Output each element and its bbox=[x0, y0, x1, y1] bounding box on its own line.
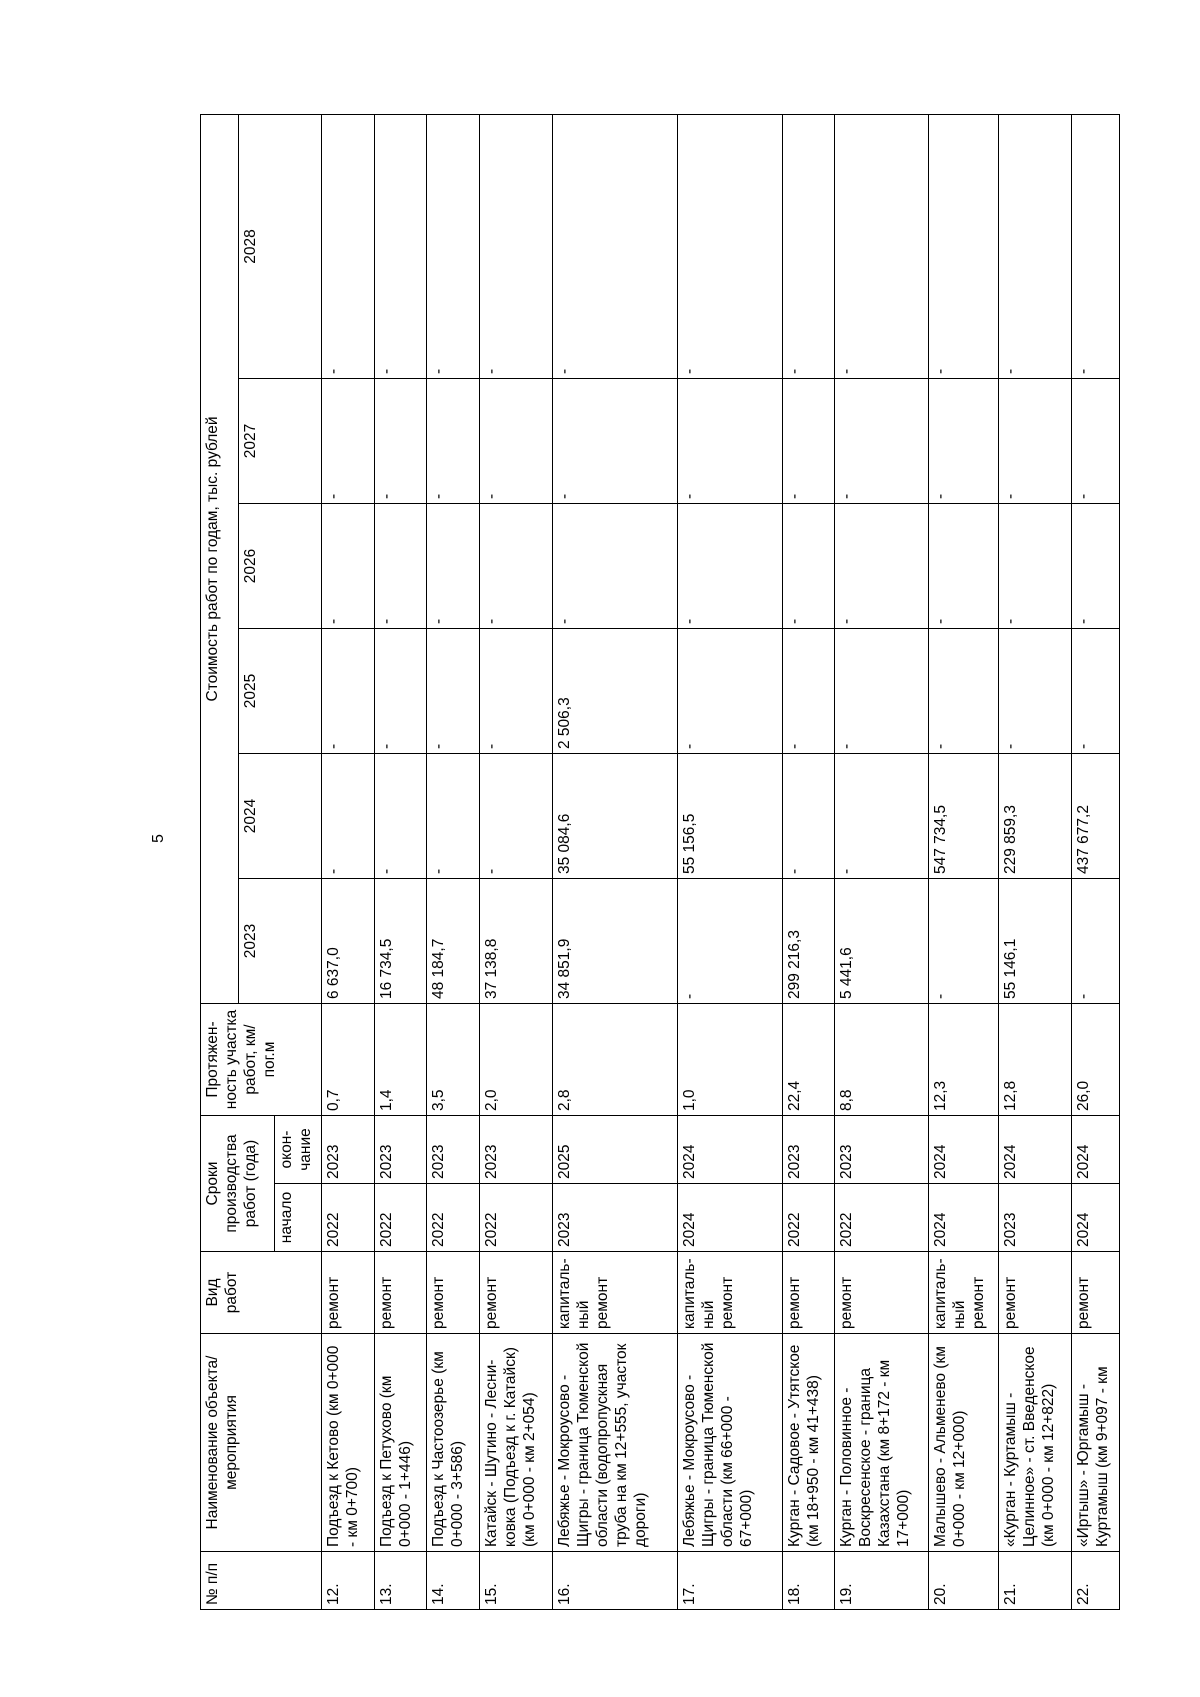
cost-value: - bbox=[782, 114, 835, 378]
cost-value: - bbox=[322, 504, 375, 629]
end-year: 2023 bbox=[322, 1116, 375, 1184]
cost-value: 48 184,7 bbox=[427, 879, 480, 1004]
start-year: 2023 bbox=[998, 1184, 1071, 1252]
end-year: 2023 bbox=[480, 1116, 553, 1184]
cost-value: - bbox=[678, 379, 782, 504]
cost-value: - bbox=[835, 379, 929, 504]
table-body bbox=[322, 114, 1120, 1609]
work-type: ремонт bbox=[480, 1252, 553, 1334]
object-name: Малышево - Альменево (км 0+000 - км 12+000) bbox=[929, 1334, 998, 1552]
cost-value: - bbox=[552, 114, 678, 378]
header-length: Протяжен-ность участка работ, км/пог.м bbox=[201, 1004, 322, 1116]
row-num: 18. bbox=[782, 1552, 835, 1610]
table-row bbox=[322, 114, 375, 1609]
object-name: «Иртыш» - Юргамыш - Куртамыш (км 9+097 - км bbox=[1071, 1334, 1119, 1552]
start-year: 2023 bbox=[552, 1184, 678, 1252]
object-name: «Курган - Куртамыш - Целинное» - ст. Введенское (км 0+000 - км 12+822) bbox=[998, 1334, 1071, 1552]
end-year: 2023 bbox=[835, 1116, 929, 1184]
cost-value: - bbox=[480, 629, 553, 754]
table-row bbox=[374, 114, 427, 1609]
cost-value: - bbox=[678, 629, 782, 754]
row-num: 13. bbox=[374, 1552, 427, 1610]
header-start: начало bbox=[275, 1184, 322, 1252]
start-year: 2024 bbox=[678, 1184, 782, 1252]
header-cost: Стоимость работ по годам, тыс. рублей bbox=[201, 114, 239, 1003]
work-type: ремонт bbox=[322, 1252, 375, 1334]
start-year: 2022 bbox=[374, 1184, 427, 1252]
cost-value: - bbox=[322, 379, 375, 504]
cost-value: 229 859,3 bbox=[998, 754, 1071, 879]
start-year: 2022 bbox=[782, 1184, 835, 1252]
cost-value: - bbox=[835, 504, 929, 629]
cost-value: - bbox=[782, 754, 835, 879]
cost-value: - bbox=[678, 504, 782, 629]
cost-value: - bbox=[929, 879, 998, 1004]
header-name: Наименование объекта/ мероприятия bbox=[201, 1334, 322, 1552]
cost-value: - bbox=[998, 629, 1071, 754]
rotated-table-container bbox=[200, 115, 1120, 1610]
cost-value: - bbox=[374, 629, 427, 754]
end-year: 2023 bbox=[427, 1116, 480, 1184]
cost-value: - bbox=[480, 114, 553, 378]
row-num: 19. bbox=[835, 1552, 929, 1610]
cost-value: - bbox=[782, 504, 835, 629]
header-year: 2024 bbox=[239, 754, 322, 879]
row-num: 14. bbox=[427, 1552, 480, 1610]
section-length: 12,3 bbox=[929, 1004, 998, 1116]
cost-value: - bbox=[322, 629, 375, 754]
start-year: 2024 bbox=[1071, 1184, 1119, 1252]
cost-value: - bbox=[480, 754, 553, 879]
cost-value: - bbox=[374, 114, 427, 378]
section-length: 1,0 bbox=[678, 1004, 782, 1116]
cost-value: - bbox=[552, 379, 678, 504]
section-length: 26,0 bbox=[1071, 1004, 1119, 1116]
start-year: 2022 bbox=[480, 1184, 553, 1252]
object-name: Катайск - Шутино - Лесни-ковка (Подъезд к г. Катайск) (км 0+000 - км 2+054) bbox=[480, 1334, 553, 1552]
cost-value: 437 677,2 bbox=[1071, 754, 1119, 879]
work-type: капиталь-ный ремонт bbox=[678, 1252, 782, 1334]
cost-value: - bbox=[929, 379, 998, 504]
table-row bbox=[998, 114, 1071, 1609]
cost-value: - bbox=[998, 379, 1071, 504]
cost-value: 5 441,6 bbox=[835, 879, 929, 1004]
cost-value: 55 146,1 bbox=[998, 879, 1071, 1004]
cost-value: - bbox=[427, 504, 480, 629]
header-year: 2027 bbox=[239, 379, 322, 504]
cost-value: 299 216,3 bbox=[782, 879, 835, 1004]
object-name: Лебяжье - Мокроусово - Щигры - граница Тюменской области (км 66+000 - 67+000) bbox=[678, 1334, 782, 1552]
start-year: 2024 bbox=[929, 1184, 998, 1252]
cost-value: - bbox=[782, 629, 835, 754]
header-year: 2025 bbox=[239, 629, 322, 754]
end-year: 2024 bbox=[678, 1116, 782, 1184]
cost-value: - bbox=[374, 754, 427, 879]
start-year: 2022 bbox=[835, 1184, 929, 1252]
page-number: 5 bbox=[150, 834, 167, 843]
cost-value: - bbox=[929, 114, 998, 378]
start-year: 2022 bbox=[427, 1184, 480, 1252]
table-header bbox=[201, 114, 322, 1609]
cost-value: - bbox=[835, 629, 929, 754]
cost-value: - bbox=[1071, 629, 1119, 754]
work-type: ремонт bbox=[998, 1252, 1071, 1334]
cost-value: 2 506,3 bbox=[552, 629, 678, 754]
start-year: 2022 bbox=[322, 1184, 375, 1252]
section-length: 8,8 bbox=[835, 1004, 929, 1116]
end-year: 2023 bbox=[374, 1116, 427, 1184]
cost-value: - bbox=[374, 504, 427, 629]
row-num: 12. bbox=[322, 1552, 375, 1610]
cost-value: 16 734,5 bbox=[374, 879, 427, 1004]
work-type: ремонт bbox=[835, 1252, 929, 1334]
table-row bbox=[782, 114, 835, 1609]
header-type: Вид работ bbox=[201, 1252, 322, 1334]
work-type: ремонт bbox=[374, 1252, 427, 1334]
section-length: 3,5 bbox=[427, 1004, 480, 1116]
work-type: ремонт bbox=[427, 1252, 480, 1334]
cost-value: - bbox=[782, 379, 835, 504]
cost-value: - bbox=[998, 114, 1071, 378]
section-length: 22,4 bbox=[782, 1004, 835, 1116]
cost-value: - bbox=[427, 754, 480, 879]
section-length: 2,0 bbox=[480, 1004, 553, 1116]
cost-value: 6 637,0 bbox=[322, 879, 375, 1004]
row-num: 17. bbox=[678, 1552, 782, 1610]
object-name: Подъезд к Петухово (км 0+000 - 1+446) bbox=[374, 1334, 427, 1552]
cost-value: 547 734,5 bbox=[929, 754, 998, 879]
row-num: 21. bbox=[998, 1552, 1071, 1610]
cost-value: - bbox=[678, 879, 782, 1004]
table-row bbox=[552, 114, 678, 1609]
works-table bbox=[200, 114, 1120, 1610]
row-num: 20. bbox=[929, 1552, 998, 1610]
work-type: капиталь-ный ремонт bbox=[552, 1252, 678, 1334]
header-year: 2028 bbox=[239, 114, 322, 378]
cost-value: - bbox=[929, 504, 998, 629]
end-year: 2025 bbox=[552, 1116, 678, 1184]
section-length: 1,4 bbox=[374, 1004, 427, 1116]
object-name: Курган - Половинное - Воскресенское - граница Казахстана (км 8+172 - км 17+000) bbox=[835, 1334, 929, 1552]
cost-value: - bbox=[678, 114, 782, 378]
cost-value: - bbox=[1071, 879, 1119, 1004]
header-end: окон-чание bbox=[275, 1116, 322, 1184]
table-row bbox=[678, 114, 782, 1609]
cost-value: - bbox=[1071, 114, 1119, 378]
work-type: капиталь-ный ремонт bbox=[929, 1252, 998, 1334]
object-name: Лебяжье - Мокроусово - Щигры - граница Тюменской области (водопропускная труба на км 12+555, участок дороги) bbox=[552, 1334, 678, 1552]
end-year: 2024 bbox=[929, 1116, 998, 1184]
section-length: 2,8 bbox=[552, 1004, 678, 1116]
object-name: Подъезд к Кетово (км 0+000 - км 0+700) bbox=[322, 1334, 375, 1552]
section-length: 12,8 bbox=[998, 1004, 1071, 1116]
cost-value: - bbox=[480, 504, 553, 629]
cost-value: 37 138,8 bbox=[480, 879, 553, 1004]
header-num: № п/п bbox=[201, 1552, 322, 1610]
table-row bbox=[835, 114, 929, 1609]
cost-value: - bbox=[835, 114, 929, 378]
cost-value: - bbox=[427, 114, 480, 378]
object-name: Курган - Садовое - Утятское (км 18+950 - км 41+438) bbox=[782, 1334, 835, 1552]
work-type: ремонт bbox=[1071, 1252, 1119, 1334]
end-year: 2024 bbox=[1071, 1116, 1119, 1184]
cost-value: - bbox=[1071, 379, 1119, 504]
cost-value: 34 851,9 bbox=[552, 879, 678, 1004]
section-length: 0,7 bbox=[322, 1004, 375, 1116]
row-num: 15. bbox=[480, 1552, 553, 1610]
cost-value: - bbox=[322, 114, 375, 378]
cost-value: - bbox=[929, 629, 998, 754]
end-year: 2024 bbox=[998, 1116, 1071, 1184]
cost-value: - bbox=[552, 504, 678, 629]
row-num: 16. bbox=[552, 1552, 678, 1610]
cost-value: - bbox=[480, 379, 553, 504]
row-num: 22. bbox=[1071, 1552, 1119, 1610]
cost-value: - bbox=[427, 379, 480, 504]
cost-value: 35 084,6 bbox=[552, 754, 678, 879]
header-year: 2026 bbox=[239, 504, 322, 629]
cost-value: - bbox=[998, 504, 1071, 629]
cost-value: - bbox=[835, 754, 929, 879]
cost-value: - bbox=[322, 754, 375, 879]
cost-value: 55 156,5 bbox=[678, 754, 782, 879]
cost-value: - bbox=[427, 629, 480, 754]
table-row bbox=[929, 114, 998, 1609]
table-row bbox=[427, 114, 480, 1609]
table-row bbox=[480, 114, 553, 1609]
cost-value: - bbox=[374, 379, 427, 504]
cost-value: - bbox=[1071, 504, 1119, 629]
table-row bbox=[1071, 114, 1119, 1609]
header-period: Сроки производства работ (года) bbox=[201, 1116, 275, 1252]
object-name: Подъезд к Частоозерье (км 0+000 - 3+586) bbox=[427, 1334, 480, 1552]
end-year: 2023 bbox=[782, 1116, 835, 1184]
header-year: 2023 bbox=[239, 879, 322, 1004]
work-type: ремонт bbox=[782, 1252, 835, 1334]
